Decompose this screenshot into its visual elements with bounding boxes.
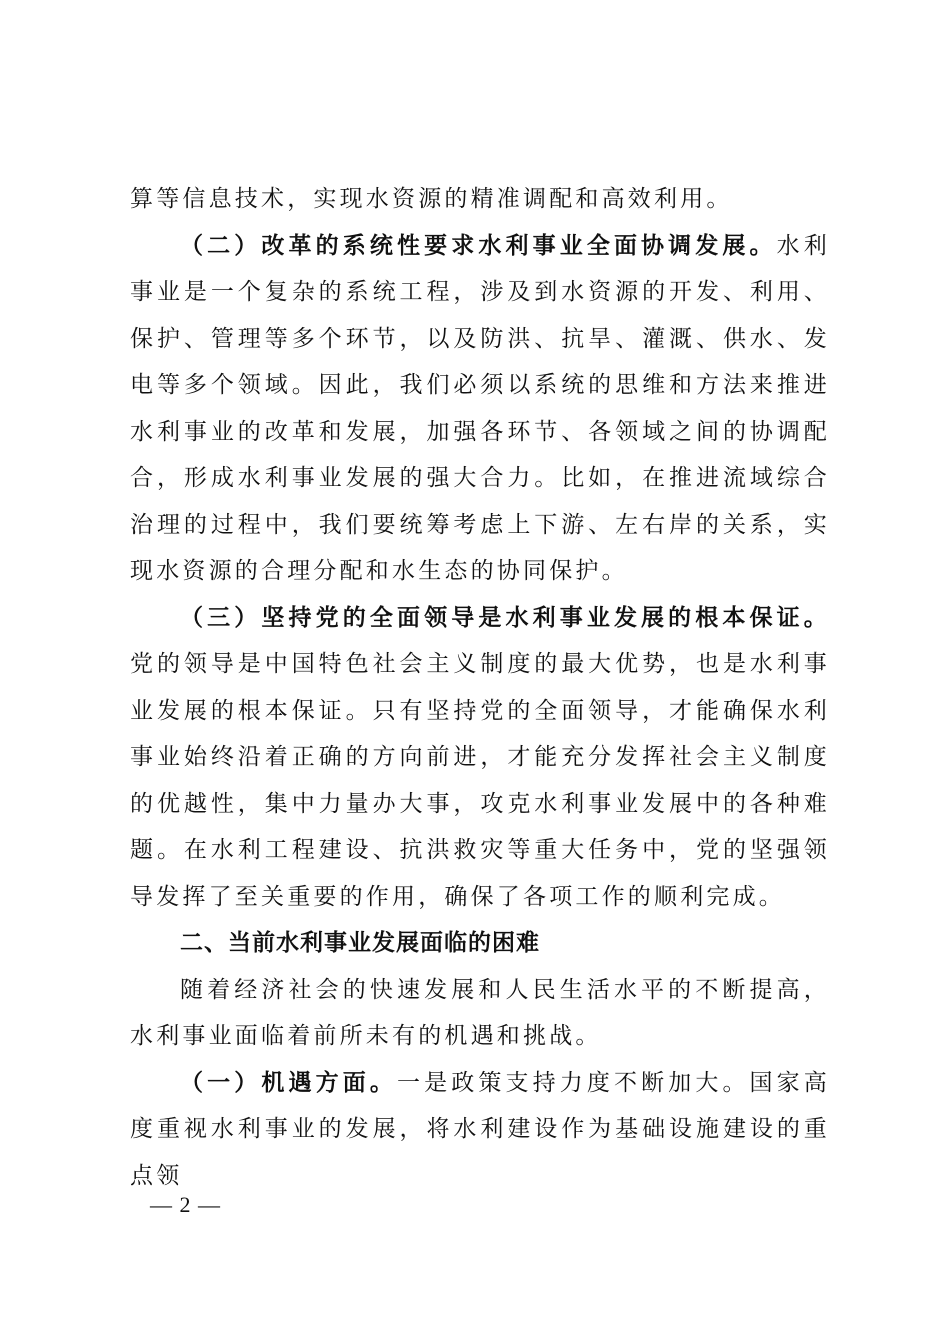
paragraph-text: 一是政策支持力度不断加大。国家高度重视水利事业的发展，将水利建设作为基础设施建设的重点领 xyxy=(130,1069,831,1189)
section-intro: 随着经济社会的快速发展和人民生活水平的不断提高，水利事业面临着前所未有的机遇和挑战。 xyxy=(130,976,830,1049)
paragraph-lead-bold: （一）机遇方面。 xyxy=(180,1069,397,1096)
paragraph-text: 水利事业是一个复杂的系统工程，涉及到水资源的开发、利用、保护、管理等多个环节，以及防洪、抗旱、灌溉、供水、发电等多个领域。因此，我们必须以系统的思维和方法来推进水利事业的改革和发展，加强各环节、各领域之间的协调配合，形成水利事业发展的强大合力。比如，在推进流域综合治理的过程中，我们要统筹考虑上下游、左右岸的关系，实现水资源的合理分配和水生态的协同保护。 xyxy=(130,232,830,584)
paragraph-lead-bold: （二）改革的系统性要求水利事业全面协调发展。 xyxy=(180,232,777,259)
paragraph-party-leadership xyxy=(130,595,830,921)
document-body xyxy=(130,176,830,1199)
paragraph-reform-systematic xyxy=(130,223,830,595)
page-number: — 2 — xyxy=(150,1192,221,1217)
section-heading: 二、当前水利事业发展面临的困难 xyxy=(180,930,540,956)
paragraph-lead-bold: （三）坚持党的全面领导是水利事业发展的根本保证。 xyxy=(180,604,830,631)
paragraph-opportunity xyxy=(130,1060,830,1200)
paragraph-continuation xyxy=(130,176,830,223)
paragraph-text: 算等信息技术，实现水资源的精准调配和高效利用。 xyxy=(130,186,733,212)
paragraph-text: 党的领导是中国特色社会主义制度的最大优势，也是水利事业发展的根本保证。只有坚持党的全面领导，才能确保水利事业始终沿着正确的方向前进，才能充分发挥社会主义制度的优越性，集中力量办大事，攻克水利事业发展中的各种难题。在水利工程建设、抗洪救灾等重大任务中，党的坚强领导发挥了至关重要的作用，确保了各项工作的顺利完成。 xyxy=(130,651,830,910)
